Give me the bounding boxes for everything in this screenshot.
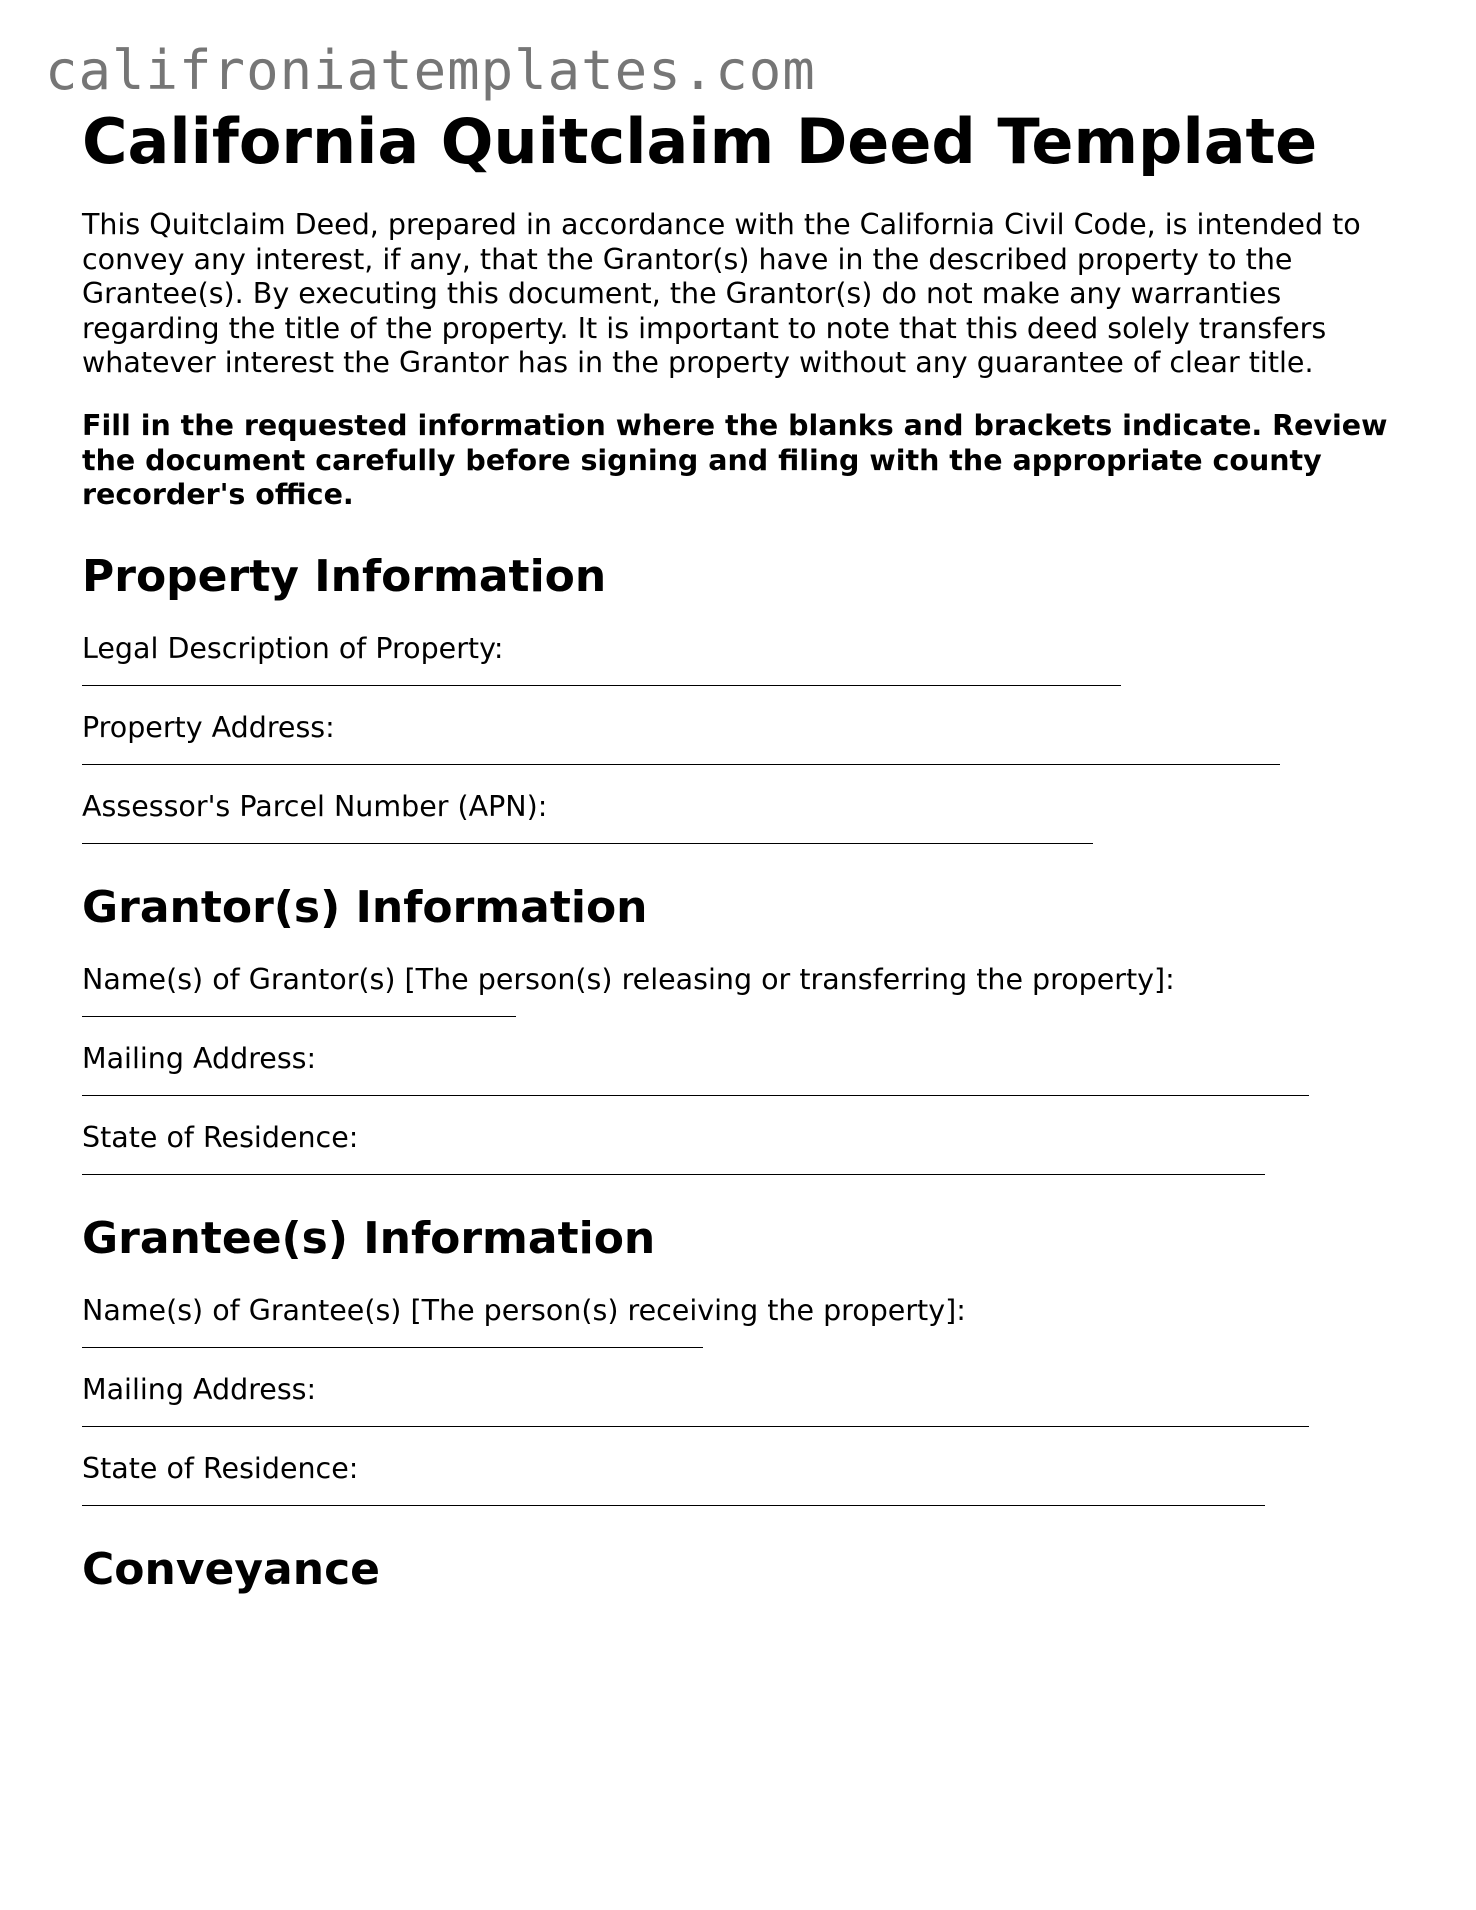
- grantor-names-field: [82, 962, 1402, 1017]
- apn-blank[interactable]: [82, 843, 1093, 844]
- apn-field: [82, 789, 1402, 844]
- grantor-residence-field: [82, 1120, 1402, 1175]
- conveyance-section: [82, 1542, 1402, 1598]
- grantor-residence-label: State of Residence:: [82, 1120, 359, 1154]
- legal-description-label: Legal Description of Property:: [82, 631, 504, 665]
- property-address-label: Property Address:: [82, 710, 335, 744]
- grantee-names-label: Name(s) of Grantee(s) [The person(s) receiving the property]:: [82, 1293, 966, 1327]
- legal-description-blank[interactable]: [82, 685, 1121, 686]
- grantee-names-field: [82, 1293, 1402, 1348]
- grantee-names-blank[interactable]: [82, 1347, 703, 1348]
- grantor-mailing-blank[interactable]: [82, 1095, 1309, 1096]
- apn-label: Assessor's Parcel Number (APN):: [82, 789, 548, 823]
- grantee-heading: Grantee(s) Information: [82, 1212, 656, 1264]
- conveyance-heading: Conveyance: [82, 1543, 380, 1595]
- grantee-section: [82, 1211, 1402, 1506]
- grantor-residence-blank[interactable]: [82, 1174, 1265, 1175]
- property-address-field: [82, 710, 1402, 765]
- grantor-heading: Grantor(s) Information: [82, 881, 648, 933]
- document-title: California Quitclaim Deed Template: [82, 105, 1318, 178]
- grantee-residence-field: [82, 1451, 1402, 1506]
- legal-description-field: [82, 631, 1402, 686]
- property-heading: Property Information: [82, 550, 607, 602]
- grantor-section: [82, 880, 1402, 1175]
- grantee-residence-label: State of Residence:: [82, 1451, 359, 1485]
- grantor-mailing-field: [82, 1041, 1402, 1096]
- instructions-paragraph: Fill in the requested information where the blanks and brackets indicate. Review the document carefully before signing and filing with the appropriate county recorder's office.: [82, 408, 1388, 512]
- property-address-blank[interactable]: [82, 764, 1280, 765]
- grantee-mailing-blank[interactable]: [82, 1426, 1309, 1427]
- grantee-mailing-field: [82, 1372, 1402, 1427]
- grantor-names-blank[interactable]: [82, 1016, 516, 1017]
- grantee-mailing-label: Mailing Address:: [82, 1372, 317, 1406]
- intro-paragraph: This Quitclaim Deed, prepared in accordance with the California Civil Code, is intended to convey any interest, if any, that the Grantor(s) have in the described property to the Grantee(s). By executing this document, the Grantor(s) do not make any warranties regarding the title of the property. It is important to note that this deed solely transfers whatever interest the Grantor has in the property without any guarantee of clear title.: [82, 208, 1361, 380]
- grantor-names-label: Name(s) of Grantor(s) [The person(s) releasing or transferring the property]:: [82, 962, 1175, 996]
- grantee-residence-blank[interactable]: [82, 1505, 1265, 1506]
- document-page: [82, 104, 1402, 1598]
- site-watermark: califroniatemplates.com: [45, 39, 816, 102]
- grantor-mailing-label: Mailing Address:: [82, 1041, 317, 1075]
- property-section: [82, 549, 1402, 844]
